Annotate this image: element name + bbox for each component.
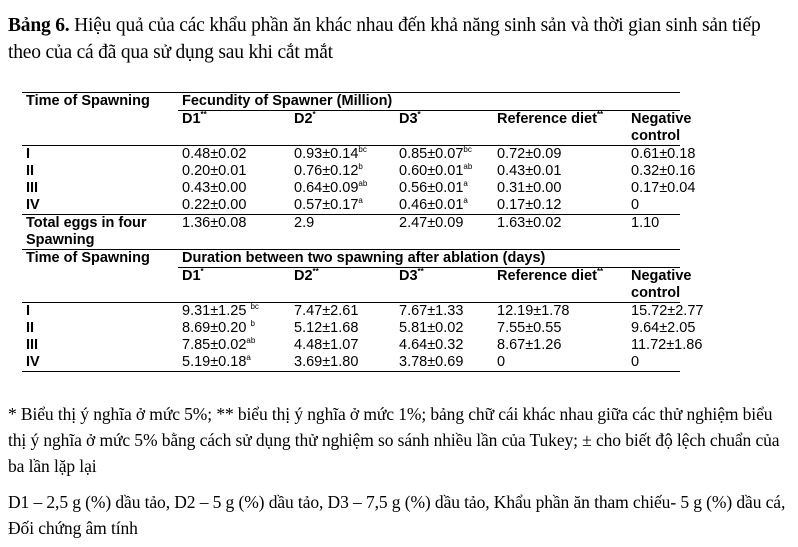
cell-value: 7.85±0.02 — [182, 337, 247, 353]
s1-blank — [22, 111, 178, 146]
cell-value: 7.67±1.33 — [399, 303, 464, 319]
s2-column-labels-row — [22, 268, 680, 303]
table-row — [22, 180, 680, 197]
table-cell — [395, 180, 493, 197]
table-cell — [395, 303, 493, 321]
cell-value: 12.19±1.78 — [497, 303, 570, 319]
table-cell — [493, 303, 627, 321]
cell-value: 0.56±0.01 — [399, 180, 464, 196]
cell-value: 5.81±0.02 — [399, 320, 464, 336]
cell-value: 0.43±0.00 — [182, 180, 247, 196]
table-cell — [395, 163, 493, 180]
column-label: D3 — [399, 268, 418, 284]
cell-letter-group: b — [250, 319, 255, 329]
table-cell — [493, 320, 627, 337]
s2-row-header: Time of Spawning — [22, 250, 178, 268]
cell-value: 0.17±0.04 — [631, 180, 696, 196]
table-cell — [493, 180, 627, 197]
table-cell — [178, 320, 290, 337]
table-row — [22, 163, 680, 180]
table-cell — [493, 146, 627, 164]
cell-value: 5.12±1.68 — [294, 320, 359, 336]
cell-value: 0 — [631, 197, 640, 213]
column-significance-mark: * — [312, 110, 316, 120]
cell-value: 9.31±1.25 — [182, 303, 251, 319]
column-significance-mark: * — [417, 110, 421, 120]
table-cell — [395, 320, 493, 337]
row-label: III — [26, 180, 39, 196]
table-cell — [178, 337, 290, 354]
table-cell — [627, 180, 696, 197]
table-cell — [627, 337, 703, 354]
cell-value: 7.55±0.55 — [497, 320, 562, 336]
s2-column-header — [178, 268, 290, 303]
cell-letter-group: a — [358, 196, 363, 206]
table-cell — [290, 163, 395, 180]
cell-value: 0.32±0.16 — [631, 163, 696, 179]
cell-value: 0.93±0.14 — [294, 146, 359, 162]
significance-note: * Biểu thị ý nghĩa ở mức 5%; ** biểu thị ý nghĩa ở mức 1%; bảng chữ cái khác nhau giữa các thử nghiệm biểu thị ý nghĩa ở mức 5% bằng cách sử dụng thử nghiệm so sánh nhiều lần của Tukey; ± cho biết độ lệch chuẩn của ba lần lặp lại — [8, 404, 780, 476]
total-cell: 1.10 — [627, 215, 680, 250]
caption-text: Hiệu quả của các khẩu phần ăn khác nhau đến khả năng sinh sản và thời gian sinh sản tiếp theo của cá đã qua sử dụng sau khi cắt mắt — [8, 15, 761, 63]
table-cell — [178, 163, 290, 180]
s1-row-header: Time of Spawning — [22, 93, 178, 111]
cell-letter-group: ab — [358, 179, 368, 189]
cell-value: 9.64±2.05 — [631, 320, 696, 336]
table-cell — [290, 320, 395, 337]
column-label: Negative control — [631, 268, 692, 301]
row-label: III — [26, 337, 39, 353]
cell-letter-group: a — [463, 179, 468, 189]
table-cell — [290, 197, 395, 215]
column-label: D2 — [294, 111, 313, 127]
cell-value: 0.43±0.01 — [497, 163, 562, 179]
table-cell — [627, 303, 704, 321]
column-label: D2 — [294, 268, 313, 284]
table-row — [22, 303, 680, 321]
column-significance-mark: ** — [596, 110, 604, 120]
total-cell: 1.36±0.08 — [178, 215, 290, 250]
cell-value: 15.72±2.77 — [631, 303, 704, 319]
cell-value: 0.17±0.12 — [497, 197, 562, 213]
cell-value: 8.69±0.20 — [182, 320, 251, 336]
cell-value: 4.64±0.32 — [399, 337, 464, 353]
cell-value: 3.69±1.80 — [294, 354, 359, 370]
table-cell — [178, 180, 290, 197]
row-label: IV — [22, 354, 178, 372]
s2-blank — [22, 268, 178, 303]
table-cell — [627, 354, 680, 372]
table-cell — [290, 180, 395, 197]
row-label: II — [26, 163, 35, 179]
cell-letter-group: bc — [463, 145, 472, 155]
s1-column-header — [290, 111, 395, 146]
table-cell — [627, 146, 696, 164]
column-label: D1 — [182, 268, 201, 284]
table-cell — [395, 337, 493, 354]
s2-column-header — [627, 268, 692, 303]
cell-letter-group: b — [358, 162, 363, 172]
cell-value: 0.72±0.09 — [497, 146, 562, 162]
cell-value: 7.47±2.61 — [294, 303, 359, 319]
row-label: II — [26, 320, 35, 336]
table-cell — [493, 197, 627, 215]
s2-header-row — [22, 250, 680, 268]
s1-column-labels-row — [22, 111, 680, 146]
table-cell — [178, 197, 290, 215]
cell-value: 4.48±1.07 — [294, 337, 359, 353]
diet-legend-note: D1 – 2,5 g (%) dầu tảo, D2 – 5 g (%) dầu tảo, D3 – 7,5 g (%) dầu tảo, Khẩu phần ăn tham chiếu- 5 g (%) dầu cá, Đối chứng âm tính — [8, 492, 786, 538]
table-cell — [395, 197, 493, 215]
s2-column-header — [493, 268, 627, 303]
cell-value: 8.67±1.26 — [497, 337, 562, 353]
column-significance-mark: ** — [200, 110, 207, 120]
s1-header-row — [22, 93, 680, 111]
cell-value: 0.20±0.01 — [182, 163, 247, 179]
cell-value: 0.60±0.01 — [399, 163, 464, 179]
s2-group-header: Duration between two spawning after ablation (days) — [178, 250, 680, 268]
cell-value: 11.72±1.86 — [631, 337, 703, 353]
column-label: Reference diet — [497, 268, 597, 284]
s2-column-header — [395, 268, 493, 303]
cell-value: 5.19±0.18 — [182, 354, 247, 370]
s1-column-header — [395, 111, 493, 146]
table-cell — [627, 197, 680, 215]
cell-letter-group: ab — [246, 336, 256, 346]
total-cell: 1.63±0.02 — [493, 215, 627, 250]
table-cell — [493, 337, 627, 354]
cell-value: 0.61±0.18 — [631, 146, 696, 162]
results-table — [22, 92, 704, 372]
total-cell: 2.9 — [290, 215, 395, 250]
caption-label: Bảng 6. — [8, 15, 70, 36]
table-row — [22, 337, 680, 354]
s2-column-header — [290, 268, 395, 303]
s1-column-header — [178, 111, 290, 146]
table-cell — [178, 146, 290, 164]
cell-value: 0.76±0.12 — [294, 163, 359, 179]
table-cell — [290, 146, 395, 164]
table-cell — [290, 303, 395, 321]
column-label: D1 — [182, 111, 201, 127]
cell-value: 0.48±0.02 — [182, 146, 247, 162]
cell-letter-group: ab — [463, 162, 473, 172]
cell-letter-group: bc — [250, 302, 259, 312]
cell-letter-group: bc — [358, 145, 367, 155]
s1-column-header — [627, 111, 692, 146]
column-significance-mark: ** — [417, 267, 424, 277]
column-significance-mark: ** — [312, 267, 319, 277]
table-cell — [493, 163, 627, 180]
table-cell — [627, 320, 696, 337]
row-label: I — [22, 303, 178, 321]
column-label: D3 — [399, 111, 418, 127]
cell-letter-group: a — [463, 196, 468, 206]
table-cell — [493, 354, 627, 372]
table-caption — [8, 12, 794, 66]
table-row — [22, 146, 680, 164]
column-label: Reference diet — [497, 111, 597, 127]
cell-value: 0.31±0.00 — [497, 180, 562, 196]
total-cell: 2.47±0.09 — [395, 215, 493, 250]
cell-value: 0 — [497, 354, 506, 370]
table-cell — [178, 354, 290, 372]
s1-column-header — [493, 111, 627, 146]
column-significance-mark: ** — [596, 267, 604, 277]
total-row — [22, 215, 680, 250]
column-significance-mark: * — [200, 267, 204, 277]
table-row — [22, 320, 680, 337]
cell-value: 0 — [631, 354, 640, 370]
row-label: IV — [26, 197, 40, 213]
table-cell — [627, 163, 696, 180]
cell-value: 3.78±0.69 — [399, 354, 464, 370]
column-label: Negative control — [631, 111, 692, 144]
table-cell — [290, 337, 395, 354]
cell-value: 0.22±0.00 — [182, 197, 247, 213]
s1-group-header: Fecundity of Spawner (Million) — [178, 93, 680, 111]
cell-letter-group: a — [246, 353, 251, 363]
table-cell — [395, 146, 493, 164]
total-label: Total eggs in four Spawning — [22, 215, 178, 250]
table-cell — [290, 354, 395, 372]
cell-value: 0.57±0.17 — [294, 197, 359, 213]
table-cell — [395, 354, 493, 372]
cell-value: 0.85±0.07 — [399, 146, 464, 162]
table-row — [22, 197, 680, 215]
table-row — [22, 354, 680, 372]
cell-value: 0.64±0.09 — [294, 180, 359, 196]
table-cell — [178, 303, 290, 321]
cell-value: 0.46±0.01 — [399, 197, 464, 213]
row-label: I — [22, 146, 178, 164]
